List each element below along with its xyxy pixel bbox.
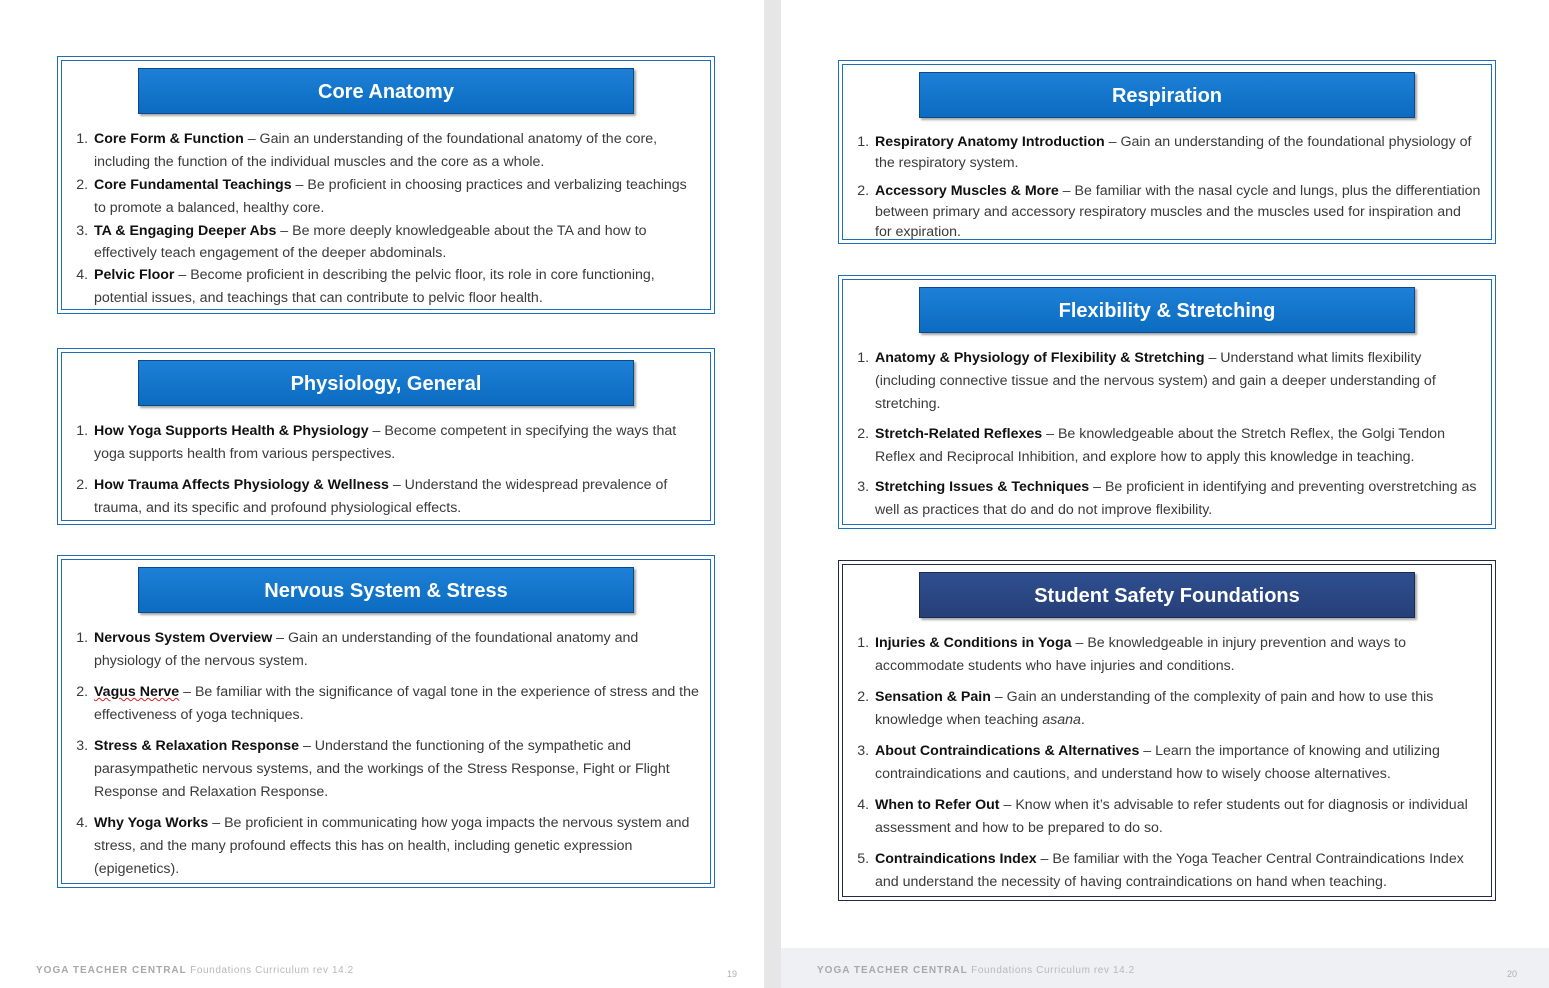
list-item: 2. Stretch-Related Reflexes – Be knowledgeable about the Stretch Reflex, the Golgi Tendon Reflex and Reciprocal Inhibition, and explore how to apply this knowledge in teaching. [873, 423, 1481, 469]
document-page-19 [0, 0, 764, 988]
list-item: 2. How Trauma Affects Physiology & Wellness – Understand the widespread prevalence of trauma, and its specific and profound physiological effects. [92, 474, 700, 520]
list-item: 4. Pelvic Floor – Become proficient in describing the pelvic floor, its role in core functioning, potential issues, and teachings that can contribute to pelvic floor health. [92, 264, 700, 310]
section-respiration [838, 60, 1496, 244]
page-number: 19 [727, 969, 738, 979]
list-item: 1. Respiratory Anatomy Introduction – Gain an understanding of the foundational physiology of the respiratory system. [873, 132, 1481, 173]
list-item: 3. Stretching Issues & Techniques – Be proficient in identifying and preventing overstretching as well as practices that do and do not improve flexibility. [873, 476, 1481, 522]
list-item: 4. Why Yoga Works – Be proficient in communicating how yoga impacts the nervous system and stress, and the many profound effects this has on health, including genetic expression (epigenetics). [92, 812, 700, 881]
section-title: Core Anatomy [138, 68, 634, 114]
item-list [851, 132, 1481, 243]
list-item: 2. Sensation & Pain – Gain an understanding of the complexity of pain and how to use this knowledge when teaching asana. [873, 686, 1481, 732]
section-student-safety [838, 560, 1496, 901]
section-title: Physiology, General [138, 360, 634, 406]
list-item: 4. When to Refer Out – Know when it’s advisable to refer students out for diagnosis or individual assessment and how to be prepared to do so. [873, 794, 1481, 840]
list-item: 2. Core Fundamental Teachings – Be proficient in choosing practices and verbalizing teachings to promote a balanced, healthy core. [92, 174, 700, 220]
item-list [70, 627, 700, 881]
list-item: 1. How Yoga Supports Health & Physiology – Become competent in specifying the ways that yoga supports health from various perspectives. [92, 420, 700, 466]
section-title: Flexibility & Stretching [919, 287, 1415, 333]
section-title: Student Safety Foundations [919, 572, 1415, 618]
list-item: 1. Anatomy & Physiology of Flexibility & Stretching – Understand what limits flexibility (including connective tissue and the nervous system) and gain a deeper understanding of stretching. [873, 347, 1481, 416]
item-list [70, 420, 700, 520]
item-list [851, 632, 1481, 894]
document-page-20 [781, 0, 1549, 988]
list-item: 2. Vagus Nerve – Be familiar with the significance of vagal tone in the experience of stress and the effectiveness of yoga techniques. [92, 681, 700, 727]
section-title: Nervous System & Stress [138, 567, 634, 613]
section-nervous-system [57, 555, 715, 888]
section-title: Respiration [919, 72, 1415, 118]
section-physiology-general [57, 348, 715, 525]
list-item: 3. TA & Engaging Deeper Abs – Be more deeply knowledgeable about the TA and how to effectively teach engagement of the deeper abdominals. [92, 220, 700, 264]
section-flexibility-stretching [838, 275, 1496, 529]
item-list [851, 347, 1481, 522]
list-item: 2. Accessory Muscles & More – Be familiar with the nasal cycle and lungs, plus the differentiation between primary and accessory respiratory muscles and the muscles used for inspiration and for expiration. [873, 181, 1481, 243]
section-core-anatomy [57, 56, 715, 314]
page-footer: YOGA TEACHER CENTRAL Foundations Curriculum rev 14.2 [817, 965, 1135, 976]
page-number: 20 [1507, 969, 1518, 979]
list-item: 3. About Contraindications & Alternatives – Learn the importance of knowing and utilizing contraindications and cautions, and understand how to wisely choose alternatives. [873, 740, 1481, 786]
item-list [70, 128, 700, 310]
list-item: 1. Nervous System Overview – Gain an understanding of the foundational anatomy and physiology of the nervous system. [92, 627, 700, 673]
list-item: 1. Injuries & Conditions in Yoga – Be knowledgeable in injury prevention and ways to accommodate students who have injuries and conditions. [873, 632, 1481, 678]
list-item: 3. Stress & Relaxation Response – Understand the functioning of the sympathetic and parasympathetic nervous systems, and the workings of the Stress Response, Fight or Flight Response and Relaxation Response. [92, 735, 700, 804]
page-footer: YOGA TEACHER CENTRAL Foundations Curriculum rev 14.2 [36, 965, 354, 976]
list-item: 5. Contraindications Index – Be familiar with the Yoga Teacher Central Contraindications Index and understand the necessity of having contraindications on hand when teaching. [873, 848, 1481, 894]
list-item: 1. Core Form & Function – Gain an understanding of the foundational anatomy of the core, including the function of the individual muscles and the core as a whole. [92, 128, 700, 174]
